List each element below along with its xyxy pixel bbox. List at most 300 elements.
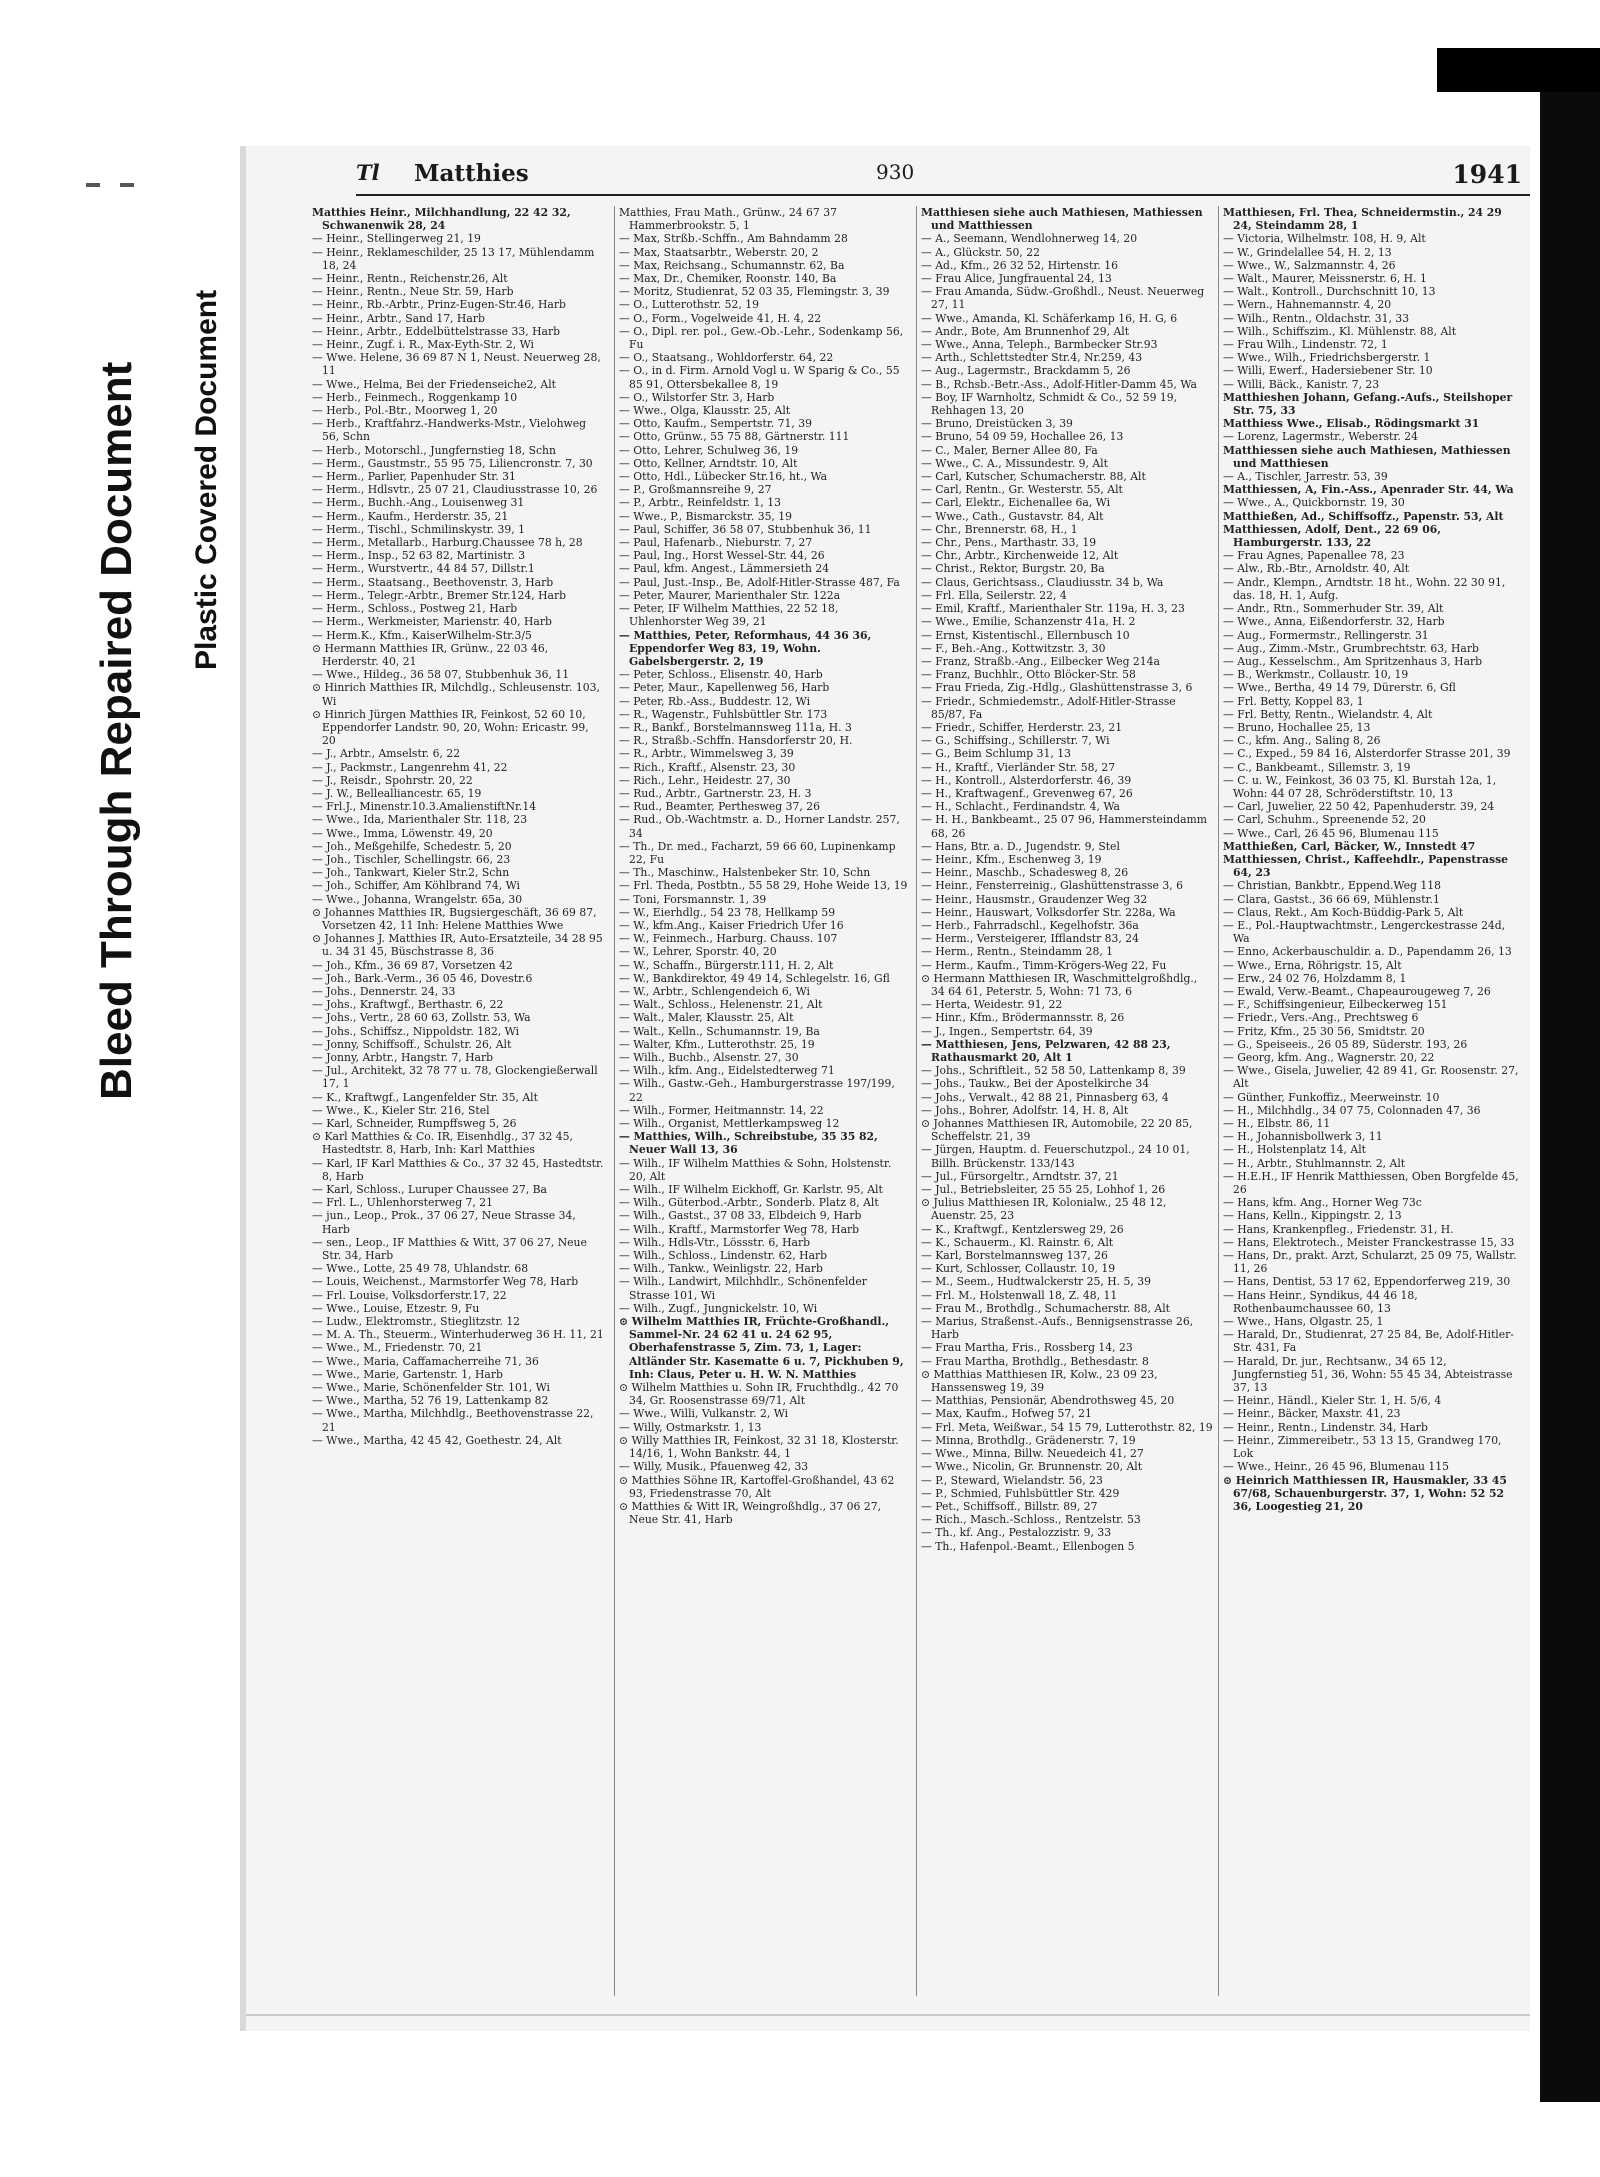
directory-entry: — W., Feinmech., Harburg. Chauss. 107	[619, 932, 838, 946]
directory-entry: — J. W., Bellealliancestr. 65, 19	[312, 786, 482, 800]
directory-entry: — Wwe., Gisela, Juwelier, 42 89 41, Gr. Roosenstr. 27, Alt	[1223, 1064, 1519, 1091]
directory-entry: — Paul, Schiffer, 36 58 07, Stubbenhuk 36, 11	[619, 522, 872, 536]
directory-entry: — Hans, Dentist, 53 17 62, Eppendorferweg 219, 30	[1223, 1275, 1511, 1289]
directory-entry: — Th., Hafenpol.-Beamt., Ellenbogen 5	[921, 1539, 1135, 1553]
directory-entry: Matthiess Wwe., Elisab., Rödingsmarkt 31	[1223, 417, 1480, 431]
directory-entry: — Hinr., Kfm., Brödermannsstr. 8, 26	[921, 1011, 1125, 1025]
directory-entry: — Emil, Kraftf., Marienthaler Str. 119a, H. 3, 23	[921, 602, 1185, 616]
directory-entry: — Frau Martha, Brothdlg., Bethesdastr. 8	[921, 1354, 1149, 1368]
directory-entry: — Enno, Ackerbauschuldir. a. D., Papendamm 26, 13	[1223, 945, 1512, 959]
page-header	[356, 160, 1530, 196]
directory-entry: — Max, Strßb.-Schffn., Am Bahndamm 28	[619, 232, 848, 246]
directory-entry: — H. H., Bankbeamt., 25 07 96, Hammersteindamm 68, 26	[921, 813, 1208, 840]
directory-entry: — Wilh., Schiffszim., Kl. Mühlenstr. 88, Alt	[1223, 324, 1457, 338]
directory-entry: — Ewald, Verw.-Beamt., Chapeaurougeweg 7, 26	[1223, 984, 1491, 998]
directory-entry: — H., Milchhdlg., 34 07 75, Colonnaden 47, 36	[1223, 1103, 1481, 1117]
directory-entry: — Wilh., Landwirt, Milchhdlr., Schönenfelder Strasse 101, Wi	[619, 1275, 867, 1302]
directory-entry: — Heinr., Zugf. i. R., Max-Eyth-Str. 2, Wi	[312, 338, 534, 352]
directory-entry: — Claus, Gerichtsass., Claudiusstr. 34 b, Wa	[921, 575, 1164, 589]
directory-entry: — Carl, Juwelier, 22 50 42, Papenhuderstr. 39, 24	[1223, 800, 1495, 814]
directory-entry: — Matthies, Wilh., Schreibstube, 35 35 82, Neuer Wall 13, 36	[619, 1130, 878, 1157]
directory-entry: — Wwe., Helma, Bei der Friedenseiche2, Alt	[312, 377, 557, 391]
directory-entry: — Jonny, Schiffsoff., Schulstr. 26, Alt	[312, 1037, 512, 1051]
directory-entry: — Willy, Ostmarkstr. 1, 13	[619, 1420, 762, 1434]
directory-entry: — Herb., Kraftfahrz.-Handwerks-Mstr., Vielohweg 56, Schn	[312, 417, 587, 444]
directory-entry: — Wwe., Marie, Gartenstr. 1, Harb	[312, 1367, 503, 1381]
directory-entry: — Johs., Vertr., 28 60 63, Zollstr. 53, Wa	[312, 1011, 531, 1025]
directory-entry: — Ludw., Elektromstr., Stieglitzstr. 12	[312, 1315, 521, 1329]
directory-entry: — Herm., Insp., 52 63 82, Martinistr. 3	[312, 549, 526, 563]
directory-entry: — Frl.J., Minenstr.10.3.AmalienstiftNr.14	[312, 800, 537, 814]
directory-entry: — Herm., Kaufm., Herderstr. 35, 21	[312, 509, 509, 523]
directory-entry: — Minna, Brothdlg., Grädenerstr. 7, 19	[921, 1433, 1136, 1447]
directory-entry: — Herm., Parlier, Papenhuder Str. 31	[312, 470, 516, 484]
directory-entry: — Wilh., Tankw., Weinligstr. 22, Harb	[619, 1262, 823, 1276]
directory-entry: — Peter, Rb.-Ass., Buddestr. 12, Wi	[619, 694, 811, 708]
margin-dash	[86, 183, 100, 187]
directory-entry: — Herm., Rentn., Steindamm 28, 1	[921, 945, 1114, 959]
directory-entry: — Hans, Btr. a. D., Jugendstr. 9, Stel	[921, 839, 1120, 853]
year: 1941	[1452, 160, 1522, 189]
directory-entry: — C. u. W., Feinkost, 36 03 75, Kl. Burstah 12a, 1, Wohn: 44 07 28, Schröderstiftstr. 10, 13	[1223, 773, 1497, 800]
directory-entry: ⊙ Johannes J. Matthies IR, Auto-Ersatzteile, 34 28 95 u. 34 31 45, Büschstrasse 8, 36	[312, 932, 603, 959]
directory-entry: — Walt., Maler, Klausstr. 25, Alt	[619, 1011, 794, 1025]
directory-entry: — Ernst, Kistentischl., Ellernbusch 10	[921, 628, 1130, 642]
directory-entry: ⊙ Matthies & Witt IR, Weingroßhdlg., 37 06 27, Neue Str. 41, Harb	[619, 1499, 882, 1527]
directory-entry: — Carl, Schuhm., Spreenende 52, 20	[1223, 813, 1426, 827]
directory-entry: — Rich., Lehr., Heidestr. 27, 30	[619, 773, 791, 787]
directory-entry: — Franz, Straßb.-Ang., Eilbecker Weg 214a	[921, 654, 1160, 668]
directory-entry: — Max, Dr., Chemiker, Roonstr. 140, Ba	[619, 272, 837, 286]
directory-entry: — Georg, kfm. Ang., Wagnerstr. 20, 22	[1223, 1051, 1435, 1064]
page-bottom-rule	[246, 2014, 1530, 2016]
directory-entry: — Wwe., Cath., Gustavstr. 84, Alt	[921, 509, 1104, 523]
directory-entry: — Wwe., Ida, Marienthaler Str. 118, 23	[312, 813, 528, 827]
directory-entry: ⊙ Willy Matthies IR, Feinkost, 32 31 18, Klosterstr. 14/16, 1, Wohn Bankstr. 44, 1	[619, 1433, 899, 1461]
directory-entry: — Claus, Rekt., Am Koch-Büddig-Park 5, Alt	[1223, 905, 1464, 919]
directory-entry: — Rich., Masch.-Schloss., Rentzelstr. 53	[921, 1513, 1141, 1527]
directory-entry: — Peter, Maur., Kapellenweg 56, Harb	[619, 681, 830, 695]
directory-entry: — Johs., Dennerstr. 24, 33	[312, 984, 456, 998]
directory-entry: ⊙ Matthias Matthiesen IR, Kolw., 23 09 23, Hanssensweg 19, 39	[921, 1367, 1158, 1395]
directory-entry: — Wwe. Helene, 36 69 87 N 1, Neust. Neuerweg 28, 11	[312, 351, 601, 378]
directory-entry: — Wwe., Marie, Schönenfelder Str. 101, Wi	[312, 1381, 550, 1395]
directory-entry: — Th., kf. Ang., Pestalozzistr. 9, 33	[921, 1526, 1112, 1540]
directory-entry: — Wwe., Emilie, Schanzenstr 41a, H. 2	[921, 615, 1136, 629]
directory-entry: — Heinr., Händl., Kieler Str. 1, H. 5/6, 4	[1223, 1394, 1442, 1408]
directory-entry: — Carl, Rentn., Gr. Westerstr. 55, Alt	[921, 483, 1123, 497]
directory-entry: — O., Form., Vogelweide 41, H. 4, 22	[619, 311, 822, 325]
directory-entry: ⊙ Julius Matthiesen IR, Kolonialw., 25 48 12, Auenstr. 25, 23	[921, 1196, 1167, 1223]
directory-entry: ⊙ Hinrich Matthies IR, Milchdlg., Schleusenstr. 103, Wi	[312, 681, 600, 708]
directory-entry: — Franz, Buchhlr., Otto Blöcker-Str. 58	[921, 668, 1136, 682]
directory-entry: — Herm., Werkmeister, Marienstr. 40, Harb	[312, 615, 552, 629]
directory-entry: — Peter, Schloss., Elisenstr. 40, Harb	[619, 668, 823, 682]
directory-entry: — Rud., Ob.-Wachtmstr. a. D., Horner Landstr. 257, 34	[619, 813, 900, 840]
directory-entry: — Paul, Just.-Insp., Be, Adolf-Hitler-Strasse 487, Fa	[619, 575, 900, 589]
directory-entry: — Max, Reichsang., Schumannstr. 62, Ba	[619, 258, 845, 272]
directory-entry: — Wilh., Güterbod.-Arbtr., Sonderb. Platz 8, Alt	[619, 1196, 879, 1210]
directory-entry: — Heinr., Kfm., Eschenweg 3, 19	[921, 852, 1102, 866]
directory-column-4	[1218, 206, 1523, 1996]
directory-entry: — Herm., Hdlsvtr., 25 07 21, Claudiusstrasse 10, 26	[312, 483, 598, 497]
directory-entry: — Max, Staatsarbtr., Weberstr. 20, 2	[619, 245, 819, 259]
directory-entry: — sen., Leop., IF Matthies & Witt, 37 06 27, Neue Str. 34, Harb	[312, 1235, 587, 1263]
directory-entry: — Peter, IF Wilhelm Matthies, 22 52 18, Uhlenhorster Weg 39, 21	[619, 602, 839, 629]
directory-entry: — Friedr., Vers.-Ang., Prechtsweg 6	[1223, 1011, 1419, 1025]
directory-entry: — Heinr., Bäcker, Maxstr. 41, 23	[1223, 1407, 1401, 1421]
directory-entry: — W., Grindelallee 54, H. 2, 13	[1223, 245, 1392, 259]
directory-entry: — Heinr., Fensterreinig., Glashüttenstrasse 3, 6	[921, 879, 1183, 893]
directory-entry: Matthies Heinr., Milchhandlung, 22 42 32, Schwanenwik 28, 24	[312, 206, 571, 233]
directory-entry: — Johs., Verwalt., 42 88 21, Pinnasberg 63, 4	[921, 1090, 1169, 1104]
directory-entry: — W., Arbtr., Schlengendeich 6, Wi	[619, 984, 810, 998]
directory-entry: — Moritz, Studienrat, 52 03 35, Flemingstr. 3, 39	[619, 285, 890, 299]
directory-entry: — M., Seem., Hudtwalckerstr 25, H. 5, 39	[921, 1275, 1152, 1289]
directory-entry: — Heinr., Rentn., Lindenstr. 34, Harb	[1223, 1420, 1428, 1434]
directory-entry: — E., Pol.-Hauptwachtmstr., Lengerckestrasse 24d, Wa	[1223, 918, 1506, 946]
directory-entry: — Johs., Bohrer, Adolfstr. 14, H. 8, Alt	[921, 1103, 1129, 1117]
directory-entry: — Wern., Hahnemannstr. 4, 20	[1223, 298, 1392, 312]
directory-entry: — Otto, Lehrer, Schulweg 36, 19	[619, 443, 799, 457]
directory-entry: — C., Bankbeamt., Sillemstr. 3, 19	[1223, 760, 1411, 774]
margin-dash	[120, 183, 134, 187]
directory-entry: — Wilh., Gastw.-Geh., Hamburgerstrasse 197/199, 22	[619, 1077, 895, 1104]
running-head-word: Matthies	[414, 160, 529, 187]
directory-entry: — K., Kraftwgf., Kentzlersweg 29, 26	[921, 1222, 1124, 1236]
directory-entry: — Kurt, Schlosser, Collaustr. 10, 19	[921, 1262, 1116, 1276]
directory-entry: — Hans Heinr., Syndikus, 44 46 18, Rothenbaumchaussee 60, 13	[1223, 1288, 1418, 1315]
directory-entry: Matthießen, Ad., Schiffsoffz., Papenstr. 53, Alt	[1223, 509, 1504, 523]
directory-entry: — Ad., Kfm., 26 32 52, Hirtenstr. 16	[921, 258, 1118, 272]
directory-entry: — G., Speiseeis., 26 05 89, Süderstr. 193, 26	[1223, 1037, 1468, 1051]
directory-entry: — Herm., Schloss., Postweg 21, Harb	[312, 602, 518, 616]
directory-entry: — C., kfm. Ang., Saling 8, 26	[1223, 734, 1381, 748]
directory-entry: — Wilh., kfm. Ang., Eidelstedterweg 71	[619, 1064, 835, 1078]
directory-entry: — A., Seemann, Wendlohnerweg 14, 20	[921, 232, 1138, 246]
directory-entry: — P., Großmannsreihe 9, 27	[619, 483, 772, 497]
directory-entry: — Karl, Schloss., Luruper Chaussee 27, Ba	[312, 1183, 547, 1197]
directory-entry: — Clara, Gastst., 36 66 69, Mühlenstr.1	[1223, 892, 1440, 906]
directory-entry: — Heinr., Stellingerweg 21, 19	[312, 232, 481, 246]
directory-entry: — Peter, Maurer, Marienthaler Str. 122a	[619, 588, 841, 602]
directory-entry: — Friedr., Schmiedemstr., Adolf-Hitler-Strasse 85/87, Fa	[921, 694, 1176, 721]
directory-entry: — Chr., Arbtr., Kirchenweide 12, Alt	[921, 549, 1119, 563]
directory-entry: — Frl. Meta, Weißwar., 54 15 79, Lutterothstr. 82, 19	[921, 1420, 1213, 1434]
directory-entry: — Wwe., Anna, Eißendorferstr. 32, Harb	[1223, 615, 1445, 629]
directory-entry: Matthiesen, Frl. Thea, Schneidermstin., 24 29 24, Steindamm 28, 1	[1223, 206, 1502, 233]
directory-entry: — Pet., Schiffsoff., Billstr. 89, 27	[921, 1499, 1098, 1513]
directory-entry: — Friedr., Schiffer, Herderstr. 23, 21	[921, 720, 1123, 734]
directory-entry: — Heinr., Arbtr., Eddelbüttelstrasse 33, Harb	[312, 324, 561, 338]
directory-entry: — Wwe., K., Kieler Str. 216, Stel	[312, 1103, 490, 1117]
directory-entry: — Joh., Tischler, Schellingstr. 66, 23	[312, 852, 511, 866]
directory-entry: ⊙ Hermann Matthiesen IR, Waschmittelgroßhdlg., 34 64 61, Peterstr. 5, Wohn: 71 73, 6	[921, 971, 1198, 998]
repaired-text: Repaired Document	[92, 361, 141, 778]
directory-column-2	[614, 206, 911, 1996]
directory-column-1	[312, 206, 604, 1996]
directory-entry: — Johs., Schiffsz., Nippoldstr. 182, Wi	[312, 1024, 520, 1038]
directory-entry: — Hans, Krankenpfleg., Friedenstr. 31, H.	[1223, 1222, 1454, 1236]
directory-entry: — Heinr., Reklameschilder, 25 13 17, Mühlendamm 18, 24	[312, 245, 595, 272]
directory-entry: — Andr., Rtn., Sommerhuder Str. 39, Alt	[1223, 602, 1444, 616]
directory-entry: — Herm., Staatsang., Beethovenstr. 3, Harb	[312, 575, 554, 589]
directory-entry: — Carl, Elektr., Eichenallee 6a, Wi	[921, 496, 1111, 510]
directory-entry: — O., Staatsang., Wohldorferstr. 64, 22	[619, 351, 834, 365]
directory-entry: — Jul., Betriebsleiter, 25 55 25, Lohhof 1, 26	[921, 1183, 1166, 1197]
directory-entry: — A., Glückstr. 50, 22	[921, 245, 1041, 259]
directory-entry: — Joh., Schiffer, Am Köhlbrand 74, Wi	[312, 879, 520, 893]
directory-entry: — K., Schauerm., Kl. Rainstr. 6, Alt	[921, 1235, 1114, 1249]
directory-entry: — Chr., Pens., Marthastr. 33, 19	[921, 536, 1097, 550]
directory-entry: — Frl. Theda, Postbtn., 55 58 29, Hohe Weide 13, 19	[619, 879, 908, 893]
directory-entry: — C., Maler, Berner Allee 80, Fa	[921, 443, 1098, 457]
directory-entry: — Frl. Betty, Rentn., Wielandstr. 4, Alt	[1223, 707, 1433, 721]
directory-entry: — W., Lehrer, Sporstr. 40, 20	[619, 945, 777, 959]
directory-entry: Matthiessen, Christ., Kaffeehdlr., Papenstrasse 64, 23	[1223, 852, 1509, 880]
directory-entry: — Wwe., Anna, Teleph., Barmbecker Str.93	[921, 338, 1158, 352]
directory-entry: — Herm., Metallarb., Harburg.Chaussee 78 h, 28	[312, 536, 583, 550]
directory-entry: — Wilh., Buchb., Alsenstr. 27, 30	[619, 1051, 799, 1064]
directory-entry: — Wwe., Carl, 26 45 96, Blumenau 115	[1223, 826, 1439, 840]
directory-entry: Matthies, Frau Math., Grünw., 24 67 37 Hammerbrookstr. 5, 1	[619, 206, 837, 233]
directory-entry: ⊙ Hinrich Jürgen Matthies IR, Feinkost, 52 60 10, Eppendorfer Landstr. 90, 20, Wohn: Ericastr. 99, 20	[312, 707, 589, 748]
directory-entry: — Wwe., Louise, Etzestr. 9, Fu	[312, 1301, 480, 1315]
directory-entry: — Joh., Bark.-Verm., 36 05 46, Dovestr.6	[312, 971, 533, 985]
directory-entry: — H., Kraftf., Vierländer Str. 58, 27	[921, 760, 1116, 774]
directory-entry: — Heinr., Maschb., Schadesweg 8, 26	[921, 866, 1129, 880]
directory-entry: — R., Arbtr., Wimmelsweg 3, 39	[619, 747, 794, 761]
directory-entry: — Wwe., Minna, Billw. Neuedeich 41, 27	[921, 1447, 1144, 1461]
margin-label-plastic: Plastic Covered Document	[190, 289, 223, 670]
directory-entry: — H., Kraftwagenf., Grevenweg 67, 26	[921, 786, 1133, 800]
directory-entry: — Otto, Kaufm., Sempertstr. 71, 39	[619, 417, 812, 431]
directory-entry: — Herb., Fahrradschl., Kegelhofstr. 36a	[921, 918, 1139, 932]
directory-entry: — K., Kraftwgf., Langenfelder Str. 35, Alt	[312, 1090, 538, 1104]
directory-entry: — B., Werkmstr., Collaustr. 10, 19	[1223, 668, 1409, 682]
directory-entry: — Wwe., W., Salzmannstr. 4, 26	[1223, 258, 1396, 272]
directory-entry: — Jul., Architekt, 32 78 77 u. 78, Glockengießerwall 17, 1	[312, 1064, 598, 1091]
directory-entry: ⊙ Wilhelm Matthies IR, Früchte-Großhandl., Sammel-Nr. 24 62 41 u. 24 62 95, Oberhafenstrasse 5, Zim. 73, 1, Lager: Altländer Str. Kasematte 6 u. 7, Pickhuben 9, Inh: Claus, Peter u. H. W. N. Matthies	[619, 1315, 904, 1381]
directory-entry: Matthießen, Carl, Bäcker, W., Innstedt 47	[1223, 839, 1476, 853]
directory-entry: — Arth., Schlettstedter Str.4, Nr.259, 43	[921, 351, 1143, 365]
directory-entry: — Wwe., Martha, 42 45 42, Goethestr. 24, Alt	[312, 1433, 562, 1447]
directory-entry: — A., Tischler, Jarrestr. 53, 39	[1223, 470, 1388, 484]
directory-entry: — R., Bankf., Borstelmannsweg 111a, H. 3	[619, 720, 852, 734]
directory-entry: — Herm.K., Kfm., KaiserWilhelm-Str.3/5	[312, 628, 532, 642]
directory-entry: ⊙ Karl Matthies & Co. IR, Eisenhdlg., 37 32 45, Hastedtstr. 8, Harb, Inh: Karl Matthies	[312, 1130, 573, 1157]
directory-entry: — Hans, Elektrotech., Meister Franckestrasse 15, 33	[1223, 1235, 1515, 1249]
directory-entry: — H., Johannisbollwerk 3, 11	[1223, 1130, 1383, 1144]
directory-entry: — Heinr., Rb.-Arbtr., Prinz-Eugen-Str.46, Harb	[312, 298, 566, 312]
directory-entry: — M. A. Th., Steuerm., Winterhuderweg 36 H. 11, 21	[312, 1328, 604, 1342]
directory-entry: — Wwe., Erna, Röhrigstr. 15, Alt	[1223, 958, 1402, 972]
directory-entry: — Wilh., Former, Heitmannstr. 14, 22	[619, 1103, 824, 1117]
directory-entry: — Aug., Formermstr., Rellingerstr. 31	[1223, 628, 1429, 642]
directory-entry: — Th., Maschinw., Halstenbeker Str. 10, Schn	[619, 866, 871, 880]
directory-entry: — Wilh., IF Wilhelm Eickhoff, Gr. Karlstr. 95, Alt	[619, 1183, 883, 1197]
directory-entry: — Andr., Bote, Am Brunnenhof 29, Alt	[921, 324, 1130, 338]
directory-entry: — W., Bankdirektor, 49 49 14, Schlegelstr. 16, Gfl	[619, 971, 890, 985]
directory-entry: — Erw., 24 02 76, Holzdamm 8, 1	[1223, 971, 1407, 985]
directory-entry: — Bruno, Hochallee 25, 13	[1223, 720, 1371, 734]
directory-entry: Matthiessen siehe auch Mathiesen, Mathiessen und Matthiesen	[1223, 443, 1511, 470]
directory-entry: — O., Dipl. rer. pol., Gew.-Ob.-Lehr., Sodenkamp 56, Fu	[619, 324, 904, 352]
directory-entry: — Harald, Dr., Studienrat, 27 25 84, Be, Adolf-Hitler-Str. 431, Fa	[1223, 1328, 1514, 1355]
directory-entry: — P., Steward, Wielandstr. 56, 23	[921, 1473, 1103, 1487]
directory-entry: — Paul, kfm. Angest., Lämmersieth 24	[619, 562, 830, 576]
directory-entry: — Joh., Meßgehilfe, Schedestr. 5, 20	[312, 839, 512, 853]
directory-entry: — O., Wilstorfer Str. 3, Harb	[619, 390, 775, 404]
directory-entry: — H., Schlacht., Ferdinandstr. 4, Wa	[921, 800, 1120, 814]
directory-entry: — Matthies, Peter, Reformhaus, 44 36 36, Eppendorfer Weg 83, 19, Wohn. Gabelsbergerstr. 2, 19	[619, 628, 872, 668]
directory-entry: — Herm., Buchh.-Ang., Louisenweg 31	[312, 496, 525, 510]
directory-entry: — Wwe., Wilh., Friedrichsbergerstr. 1	[1223, 351, 1431, 365]
page-code: Tl	[356, 160, 380, 185]
directory-entry: — Rich., Kraftf., Alsenstr. 23, 30	[619, 760, 796, 774]
directory-entry: — J., Packmstr., Langenrehm 41, 22	[312, 760, 508, 774]
directory-entry: — Heinr., Hauswart, Volksdorfer Str. 228a, Wa	[921, 905, 1176, 919]
directory-entry: — P., Arbtr., Reinfeldstr. 1, 13	[619, 496, 781, 510]
directory-entry: — Johs., Kraftwgf., Berthastr. 6, 22	[312, 998, 504, 1012]
directory-entry: — Wwe., Amanda, Kl. Schäferkamp 16, H. G, 6	[921, 311, 1178, 325]
directory-entry: — Hans, kfm. Ang., Horner Weg 73c	[1223, 1196, 1422, 1210]
directory-entry: — Walt., Kontroll., Durchschnitt 10, 13	[1223, 285, 1436, 299]
directory-column-3	[916, 206, 1213, 1996]
directory-entry: — Willi, Ewerf., Hadersiebener Str. 10	[1223, 364, 1433, 378]
directory-entry: — Wilh., Organist, Mettlerkampsweg 12	[619, 1117, 840, 1131]
directory-entry: — Herm., Kaufm., Timm-Krögers-Weg 22, Fu	[921, 958, 1167, 972]
directory-entry: — Louis, Weichenst., Marmstorfer Weg 78, Harb	[312, 1275, 579, 1289]
directory-entry: — Günther, Funkoffiz., Meerweinstr. 10	[1223, 1090, 1440, 1104]
directory-entry: — Aug., Kesselschm., Am Spritzenhaus 3, Harb	[1223, 654, 1483, 668]
bleed-through-text: Bleed Through	[92, 777, 141, 1100]
directory-entry: — Wwe., Nicolin, Gr. Brunnenstr. 20, Alt	[921, 1460, 1143, 1474]
directory-entry: — W., Schaffn., Bürgerstr.111, H. 2, Alt	[619, 958, 834, 972]
directory-entry: — Joh., Tankwart, Kieler Str.2, Schn	[312, 866, 510, 880]
directory-entry: — Rud., Beamter, Perthesweg 37, 26	[619, 800, 820, 814]
directory-entry: — Herm., Versteigerer, Ifflandstr 83, 24	[921, 932, 1140, 946]
directory-entry: — Willi, Bäck., Kanistr. 7, 23	[1223, 377, 1380, 391]
directory-entry: — O., in d. Firm. Arnold Vogl u. W Sparig & Co., 55 85 91, Ottersbekallee 8, 19	[619, 364, 900, 391]
directory-entry: — Wwe., A., Quickbornstr. 19, 30	[1223, 496, 1405, 510]
directory-entry: — Wilh., Schloss., Lindenstr. 62, Harb	[619, 1249, 828, 1263]
directory-entry: — Fritz, Kfm., 25 30 56, Smidtstr. 20	[1223, 1024, 1425, 1038]
directory-entry: — Wwe., Lotte, 25 49 78, Uhlandstr. 68	[312, 1262, 529, 1276]
directory-entry: — W., kfm.Ang., Kaiser Friedrich Ufer 16	[619, 918, 844, 932]
directory-entry: — Hans, Dr., prakt. Arzt, Schularzt, 25 09 75, Wallstr. 11, 26	[1223, 1249, 1517, 1276]
directory-entry: ⊙ Johannes Matthiesen IR, Automobile, 22 20 85, Scheffelstr. 21, 39	[921, 1117, 1193, 1144]
directory-entry: — Jürgen, Hauptm. d. Feuerschutzpol., 24 10 01, Billh. Brückenstr. 133/143	[921, 1143, 1190, 1170]
directory-entry: — Rud., Arbtr., Gartnerstr. 23, H. 3	[619, 786, 812, 800]
directory-entry: — H., Kontroll., Alsterdorferstr. 46, 39	[921, 773, 1132, 787]
directory-entry: — Walt., Schloss., Helenenstr. 21, Alt	[619, 998, 823, 1012]
directory-entry: — Bruno, Dreistücken 3, 39	[921, 417, 1073, 431]
directory-entry: — Carl, Kutscher, Schumacherstr. 88, Alt	[921, 470, 1146, 484]
directory-entry: — Andr., Klempn., Arndtstr. 18 ht., Wohn. 22 30 91, das. 18, H. 1, Aufg.	[1223, 575, 1506, 602]
directory-entry: — Wwe., Johanna, Wrangelstr. 65a, 30	[312, 892, 523, 906]
directory-entry: — Heinr., Zimmereibetr., 53 13 15, Grandweg 170, Lok	[1223, 1433, 1502, 1461]
directory-entry: — F., Schiffsingenieur, Eilbeckerweg 151	[1223, 998, 1448, 1012]
directory-entry: — jun., Leop., Prok., 37 06 27, Neue Strasse 34, Harb	[312, 1209, 576, 1236]
directory-entry: — B., Rchsb.-Betr.-Ass., Adolf-Hitler-Damm 45, Wa	[921, 377, 1197, 391]
directory-entry: — Willy, Musik., Pfauenweg 42, 33	[619, 1460, 809, 1474]
directory-entry: — Wilh., Zugf., Jungnickelstr. 10, Wi	[619, 1301, 818, 1315]
directory-entry: — R., Straßb.-Schffn. Hansdorferstr 20, H.	[619, 734, 853, 748]
directory-entry: — Wwe., Imma, Löwenstr. 49, 20	[312, 826, 493, 840]
directory-entry: — Wwe., Hildeg., 36 58 07, Stubbenhuk 36, 11	[312, 668, 570, 682]
directory-entry: — Frau Frieda, Zig.-Hdlg., Glashüttenstrasse 3, 6	[921, 681, 1193, 695]
directory-entry: — Wwe., Martha, 52 76 19, Lattenkamp 82	[312, 1394, 549, 1408]
directory-entry: — Karl, Borstelmannsweg 137, 26	[921, 1249, 1108, 1263]
directory-entry: — Joh., Kfm., 36 69 87, Vorsetzen 42	[312, 958, 513, 972]
directory-entry: — Victoria, Wilhelmstr. 108, H. 9, Alt	[1223, 232, 1426, 246]
directory-entry: ⊙ Wilhelm Matthies u. Sohn IR, Fruchthdlg., 42 70 34, Gr. Roosenstrasse 69/71, Alt	[619, 1381, 899, 1408]
directory-entry: — Lorenz, Lagermstr., Weberstr. 24	[1223, 430, 1418, 444]
directory-entry: — Wwe., Maria, Caffamacherreihe 71, 36	[312, 1354, 539, 1368]
directory-entry: — Walt., Kelln., Schumannstr. 19, Ba	[619, 1024, 820, 1038]
directory-entry: — Boy, IF Warnholtz, Schmidt & Co., 52 59 19, Rehhagen 13, 20	[921, 390, 1178, 418]
directory-entry: — Max, Kaufm., Hofweg 57, 21	[921, 1407, 1092, 1421]
directory-entry: — O., Lutterothstr. 52, 19	[619, 298, 759, 312]
directory-entry: — Frl. Ella, Seilerstr. 22, 4	[921, 588, 1067, 602]
directory-entry: — Frl. L., Uhlenhorsterweg 7, 21	[312, 1196, 494, 1210]
directory-entry: — J., Ingen., Sempertstr. 64, 39	[921, 1024, 1093, 1038]
directory-entry: — Paul, Ing., Horst Wessel-Str. 44, 26	[619, 549, 825, 563]
directory-entry: — Wilh., Gastst., 37 08 33, Elbdeich 9, Harb	[619, 1209, 862, 1223]
directory-entry: — Herb., Motorschl., Jungfernstieg 18, Schn	[312, 443, 556, 457]
directory-entry: — Herm., Wurstvertr., 44 84 57, Dillstr.1	[312, 562, 535, 576]
directory-entry: — Wwe., Willi, Vulkanstr. 2, Wi	[619, 1407, 789, 1421]
scan-edge-strip	[1540, 92, 1600, 2102]
margin-label-bleed-through	[92, 362, 142, 1100]
directory-entry: ⊙ Hermann Matthies IR, Grünw., 22 03 46, Herderstr. 40, 21	[312, 641, 549, 668]
directory-entry: — C., Exped., 59 84 16, Alsterdorfer Strasse 201, 39	[1223, 747, 1511, 761]
directory-entry: — Wwe., Hans, Olgastr. 25, 1	[1223, 1315, 1384, 1329]
page-number: 930	[876, 160, 915, 184]
directory-entry: — Herb., Pol.-Btr., Moorweg 1, 20	[312, 404, 498, 418]
directory-entry: — Wilh., Hdls-Vtr., Lössstr. 6, Harb	[619, 1235, 811, 1249]
directory-entry: — Frl. Betty, Koppel 83, 1	[1223, 694, 1364, 708]
directory-entry: — Paul, Hafenarb., Nieburstr. 7, 27	[619, 536, 813, 550]
directory-entry: — Wwe., Heinr., 26 45 96, Blumenau 115	[1223, 1460, 1450, 1474]
directory-entry: — Frl. Louise, Volksdorferstr.17, 22	[312, 1288, 507, 1302]
directory-entry: — Herm., Telegr.-Arbtr., Bremer Str.124, Harb	[312, 588, 567, 602]
directory-entry: Matthiesen siehe auch Mathiesen, Mathiessen und Matthiessen	[921, 206, 1203, 233]
directory-entry: — Karl, IF Karl Matthies & Co., 37 32 45, Hastedtstr. 8, Harb	[312, 1156, 604, 1183]
directory-entry: — W., Eierhdlg., 54 23 78, Hellkamp 59	[619, 905, 836, 919]
directory-entry: — Wilh., IF Wilhelm Matthies & Sohn, Holstenstr. 20, Alt	[619, 1156, 892, 1183]
directory-entry: — Wwe., Martha, Milchhdlg., Beethovenstrasse 22, 21	[312, 1407, 594, 1434]
directory-entry: — Toni, Forsmannstr. 1, 39	[619, 892, 767, 906]
directory-entry: — Matthiesen, Jens, Pelzwaren, 42 88 23, Rathausmarkt 20, Alt 1	[921, 1037, 1171, 1064]
directory-entry: — Aug., Zimm.-Mstr., Grumbrechtstr. 63, Harb	[1223, 641, 1479, 655]
directory-entry: — Frl. M., Holstenwall 18, Z. 48, 11	[921, 1288, 1118, 1302]
directory-entry: — Wilh., Rentn., Oldachstr. 31, 33	[1223, 311, 1410, 325]
directory-entry: — Aug., Lagermstr., Brackdamm 5, 26	[921, 364, 1131, 378]
directory-entry: — Johs., Taukw., Bei der Apostelkirche 34	[921, 1077, 1150, 1091]
directory-entry: — G., Schiffsing., Schillerstr. 7, Wi	[921, 734, 1110, 748]
directory-entry: — H.E.H., IF Henrik Matthiessen, Oben Borgfelde 45, 26	[1223, 1169, 1519, 1197]
directory-entry: — Otto, Kellner, Arndtstr. 10, Alt	[619, 456, 798, 470]
directory-entry: — Otto, Hdl., Lübecker Str.16, ht., Wa	[619, 470, 828, 484]
directory-entry: — J., Arbtr., Amselstr. 6, 22	[312, 747, 461, 761]
scan-corner-mark	[1437, 48, 1600, 92]
directory-entry: — Matthias, Pensionär, Abendrothsweg 45, 20	[921, 1394, 1175, 1408]
directory-entry: — Walt., Maurer, Meissnerstr. 6, H. 1	[1223, 272, 1427, 286]
directory-entry: — H., Holstenplatz 14, Alt	[1223, 1143, 1366, 1157]
directory-entry: — Frau Agnes, Papenallee 78, 23	[1223, 549, 1405, 563]
